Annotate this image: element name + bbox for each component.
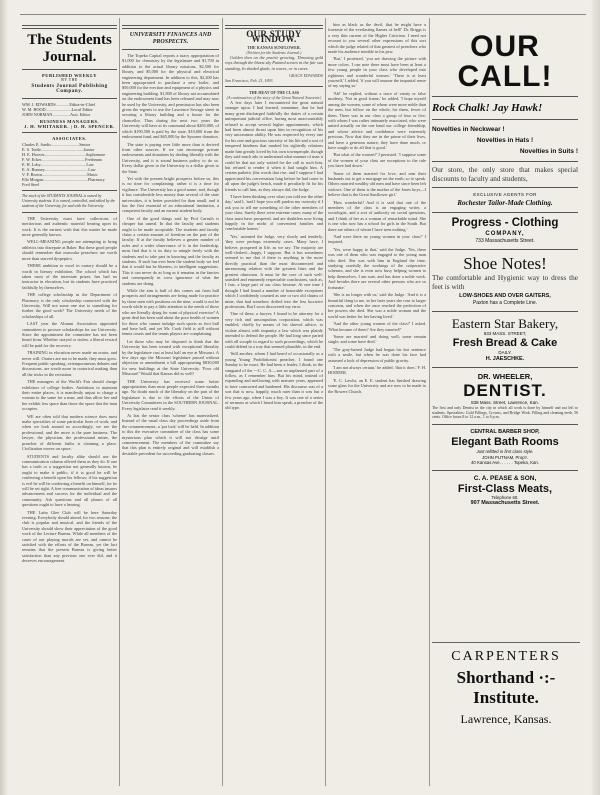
divider [432,161,578,162]
story-paragraph: 'I am not always certain,' he added, 'that it does.' F. H. HODDER. [328,364,426,376]
published-weekly: PUBLISHED WEEKLY [42,73,97,78]
divider [432,311,578,312]
column-rule [429,18,430,786]
column-editorial [22,22,117,782]
ad-bakery-daily: DAILY. [498,349,512,355]
story-paragraph: A few days later I encountered the great natural stranger upon. I had learned, meantime, that he had many great discharged faithfully the duties of a certain unimportant judicial office, having most unaccountably refused to accept several higher appointments, which had been almost thrust upon him in recognition of his very uncommon ability. He was respected by every one for his rare and gracious sincerity of his life and a sort of tempered kindness that marked his sightedly relations made him greatly loved by his own townspeople, though they said much ado to understand what manner of man it could be that not only waited for the call to such him, but refused to render it when it had sought him. A certain pathetic (the words that rise, and I suppose I had appreciated his conversation long before he had come to all upon the judge's bench, made it peculiarly fit for his friends to call him, as they always did, the Judge. [225,100,323,192]
story-paragraph: him as black as the devil, that he might have a foretaste of the everlasting flames of hell!' Dr. Briggs is a very thin current of the Higher Criticism. I need not recount to you several other expressions of this sort which the judge related of that greatest of preachers who made his audience tremble in his pew. [328,22,426,55]
ad-barber-sub: Just refitted in first class style. [476,449,534,455]
editorial-paragraph: LAST year the Alumni Association appointed committees to procure scholarships for our University. Since the appointment the committee has not been heard from. Whether strayed or stolen, a liberal reward will be paid for the recovery. [22,321,117,348]
story-paragraph: 'And were there no young women in your class?' I inquired. [328,234,426,245]
poem-credit: (Written for the Students Journal.) [246,49,302,55]
article-paragraph: At last the senior class 'scheme' has materialized. Instead of the usual class day proceedings aside from the commencement, a 'pot luck' will be held. In addition to this the executive committee of the class has some mysterious plan which it will not divulge until commencement. The members of the committee say that this plan is entirely original and will establish a desirable precedent for succeeding graduating classes. [122,413,219,456]
editorial-paragraph: THERE ambition to excel in oratory should be a worth in literary exhibition. The school which has taken most of the interstate prizes, has had no instructor in elocution, but its students have practiced faithfully by themselves. [22,263,117,290]
divider [432,187,578,188]
ad-shorthand: Shorthand ·:- Institute. [456,668,556,707]
ad-rock-chalk: Rock Chalk! Jay Hawk! [432,102,543,114]
story-paragraph: 'How wonderful! And it is said that one of the members of the class is an engaging writer, a sociologist, and a sort of authority on social questions, and I think of her as a woman of remarkable mind. She is one who now has a school for girls in the South. But there are others of whom I have seen nothing.' [328,199,426,232]
story-paragraph: 'But what of the women?' I persisted. 'I suppose some of the women of your class are exceptions to the rule you have laid down.' [328,152,426,169]
divider [432,470,578,471]
story-paragraph: 'And the other young women of the class?' I asked. 'What became of them? Are they married?' [328,321,426,332]
ad-shoe-boots: LOW-SHOES AND OVER GAITERS, [459,292,551,299]
ad-pease-title: C. A. PEASE & SON, [473,474,537,482]
ad-carpenters: CARPENTERS [451,649,561,664]
associate-line: Fred Steel [22,181,40,187]
staff-line: JOHN NORMAN.................Asst. Editor [22,111,91,117]
ad-dentist-name: DR. WHEELER, [477,371,533,381]
staff-line: WM. J. EDWARDS.............Editor-in-Chief [22,101,96,107]
ad-barber-rooms: Elegant Bath Rooms [451,436,559,449]
shorthand-institute-ad [432,642,580,726]
ad-bakery-product: Fresh Bread & Cake [452,336,558,349]
ownership-notice: The stock of the STUDENTS JOURNAL is owned by University students. It is owned, controlled, and edited by the students of the University, for and with the University. [22,193,116,208]
article-paragraph: The Topeka Capital reports a tuacy appropriation of $1,000 for chemistry by the legislature and $1,700 in addition to the actual library missions, $2,500 for library, and $5,000 for the physical and electrical engineering department. In addition to this, $2,200 has been appropriated to purchase a new boiler, and $50,000 for the erection and equipment of a physics and engineering building. $1,800 of library not accumulated on the endowment fund has been released and may now be used by the University, and permission has also been given the regents to use the Lawrence Sewage street in securing a library building and a house for the chancellor. Thus during the next two years the University will have at its command about $265,000, of which $190,500 is paid by the state, $10,000 from the endowment fund, and $65,000 by the Spooner donation. [122,53,219,140]
masthead-title: The Students Journal. [27,32,112,65]
ad-store-text: Our store, the only store that makes special discounts to faculty and students, [432,166,578,183]
ad-dentist-title: DENTIST. [463,380,547,400]
story-paragraph: 'E. C. Lawlis, an E. E. student has finished drawing some glass for the University and are now to be made to the Bowers Church. [328,377,426,394]
business-heading: BUSINESS MANAGERS. [39,118,100,124]
divider [432,212,578,213]
associate-line: E. A. Bonney..........................................Law [22,166,96,172]
column-rule [119,18,120,786]
ad-shoe-title: Shoe Notes! [463,254,547,274]
masthead-rule [22,25,117,29]
article-paragraph: The state is paying over little more than is derived from other sources. If we can encourage private endowments and donations by dealing liberally with the University, and it is sound business policy to do so. Every dollar given to the University is a dollar given to the State. [122,141,219,174]
divider [22,132,117,133]
ad-headline: OUR CALL! [457,30,553,93]
poem-title: THE KANSAS SUNFLOWER. [247,44,301,50]
publisher-name: Students Journal Publishing Company. [31,82,108,95]
staff-line: W. M. HOOD.........................Local Editor [22,106,93,112]
divider [432,249,578,250]
ad-progress-address: 733 Massachusetts Street. [475,238,535,245]
divider [22,212,117,213]
article-paragraph: One of the good things said by Prof Carruth is cheaper but unreal. In that the faculty and students ought to be made acceptable. The students and faculty claim a certain amount of freedom on the part of the faculty. If at the faculty believes a greater number of rules and a wider observance of it in the leadership, most find that it is its duty to mingle freely with the students and to take part in knowing and the faculty as students. If such has ever been the student body we feel that it would but be likeness, to intelligent suggestions. This it can never do as long as it remains in the fancies and consequently in cross ignorance of what the students are doing. [122,215,219,286]
poem-author: GRACE EDWARDS [289,73,323,79]
column-rule [325,18,326,786]
story-subtitle: (A continuation of the story of the Great Natural Souvenir.) [226,95,322,101]
editorial-paragraph: WE are often told that modern science does most make specialties of some particular lines of work; and when we look around us accordingly, we see the professional, and the more is the pure business. The lawyer, the physician, the professional miner, the preacher of different faiths is claiming a place. Civilization moves on space. [22,413,117,452]
ad-novelty: Novelties in Suits ! [519,148,578,155]
article-paragraph: THE University has received some better appropriations than most people expected three months ago. No doubt much of the liberality on the part of the legislature is due to the efforts of the Union of University Committees in the SOUTHERN JOURNAL. Every legislator read it weekly. [122,378,219,411]
ad-shoe-footer: Paxton has a Complete Line. [472,299,538,306]
story-paragraph: 'Some of them married for love, and sent their husbands out to get a mortgage on the earth, so to speak. Others married wealthy old men and have since been left widows. One of them is the mother of the Jones boys—I believe that is the Great Sunflower girl.' [328,170,426,198]
associates-heading: ASSOCIATES. [52,136,87,142]
scan-edge-left [0,0,8,795]
divider [225,86,323,87]
associate-line: Charles E. Sardis...........................Senior [22,141,91,147]
ad-rochester: Rochester Tailor-Made Clothing. [457,199,553,208]
column-advertisements [432,22,578,637]
column-story-continued [328,22,426,757]
editorial-paragraph: THE college scholarship in the Department of Pharmacy is the only scholarship connected with the University. Will not some one rise to something for further the good work? The University needs of the scholarships of all. [22,292,117,319]
divider [432,367,578,368]
story-title: THE HEAT OF THE CLASS [248,90,300,96]
column-finances [122,22,219,782]
associate-line: E. H. Loby............................................Law [22,161,94,167]
column-rule [222,18,223,786]
poem-text: Golden then on the prairie growing, Throwing gold rays through the bluest sky Painted scenes in the fair sun standing, In shaded glade, in waves, or in caves. [225,54,323,71]
divider [122,25,219,29]
ad-novelty: Novelties in Neckwear ! [432,126,505,133]
associate-line: Ella Morgan...........................................Pharmacy [22,176,105,182]
editorial-paragraph: THE Latin Glee Club will be here Saturday evening. Everybody should attend, for two reasons: the club is popular and musical, and the friends of the University should show their appreciation of the good work of the Lecture Bureau. While all members of the cases of our playing morals are set, and cannot be satisfied with the efforts of the Bureau, yet the fact remains that the present Bureau is giving better satisfaction than any previous one ever did, and it deserves encouragement. [22,509,117,564]
scan-edge-right [590,0,600,795]
divider [22,190,117,191]
story-paragraph: 'I have been thinking over what you told me the other day,' said I, 'and I hope you will pardon my curiosity if I ask you to tell me something of the other members of your class. Surely there were extreme cases; many of the class must have prospered, and are doubtless now living happily in the midst of convenient families and comfortable homes.' [225,193,323,232]
ad-bakery-address: 833 MASS. STREET, [483,330,527,336]
divider [432,424,578,425]
divider [432,96,578,97]
story-paragraph: 'Yes,' assented the Judge, very slowly and tenderly, 'they were perhaps extremely cases. Many have, I believe, prospered in life, as we say. The majority are well-clothed—happy, I suppose. But it has sometimes seemed to me that if there is anything in the more directly practical than the most disconnected and unreasoning relation with the greatest lines and the greatest obsession. It must be the core of such well-satisfied and eminently respectable conclusions, such as, I fear, a large part of our class became. At one time I thought I had found a number of honorable exceptions which I confidently counted as one or two old chums of mine, that had somehow drifted into the less lucrative professions. But I soon discovered my error. [225,233,323,310]
ad-bakery-title: Eastern Star Bakery, [451,315,559,331]
article-heading: UNIVERSITY FINANCES AND PROSPECTS. [129,32,212,45]
ad-progress-name: Progress - Clothing [451,217,559,230]
ad-barber-owner: JOHN PUTNAM, Prop'r. [482,454,528,460]
editorial-paragraph: THE managers of the World's Fair should charge exhibitors of college bodies. Ambitious to maintain their entire places, it is manifestly unjust to charge a woman to the same for a man, and thus allow her and her exhibit less space than those the space that the man occupies. [22,379,117,412]
story-paragraph: 'The gray-haired Judge had begun his last sentence with a smile, but when he was done his face had assumed a look of depression of public gravity. [328,346,426,363]
ad-progress-company: COMPANY, [485,231,525,238]
ad-barber-title: CENTRAL BARBER SHOP, [470,429,540,436]
ad-dentist-address: 838 Mass. Street, Lawrence, Kan. [471,399,539,405]
divider [22,98,117,99]
masthead-divider [22,69,117,70]
story-paragraph: 'Yes, were happy to that,' said the Judge. 'Yes, there was one of them who was engaged to the young man who died. She was with him in England the time, studying carefully the workings of the coöperative schemes, and she is even now busy helping women to help themselves, I am sure, and has done a noble work. And besides there are several other persons who are so fortunate.' [328,246,426,290]
associate-line: F. W. Ecker..........................................Freshman [22,156,102,162]
business-names: J. H. WHITAKER. | D. H. SPENCER. [24,124,115,130]
article-paragraph: Let those who may be disposed to think that the University has been treated with exceptional liberality by the legislature cast at least half an eye at Missouri. A few days ago the Missouri legislature passed without objection or amendment a bill appropriating $830,000 for new buildings at the State University. 'Poor old Missouri!' Would that Kansas did as well! [122,338,219,377]
editorial-paragraph: THE University must have collections of meritorious and authentic material bearing upon its work. It is the earnest wish that this matter be made more generally known. [22,215,117,238]
divider [432,119,578,120]
ad-novelty: Novelties in Hats ! [476,137,534,144]
story-paragraph: 'Some are married and doing well; some remain single; and some have died.' [328,333,426,345]
associate-line: E. S. Tuttle.........................................Junior [22,146,95,152]
editorial-paragraph: STUDENTS and faculty alike should use the communication column offered them as they do. If one has a truth or a suggestion not generally known, he ought to make it public; if it is good he will be conferring a benefit upon his fellows; if his suggestion is evil he will be conferring a benefit on himself, for he will be set right. A free communication of ideas insures advancement and success for the individual and the community. Ask questions and all phases of all questions ought to have a hearing. [22,453,117,508]
story-paragraph: 'One of these, a lawyer, I found to be attorney for a very rich and unscrupulous corporation, which was enabled, chiefly by means of his shrewd advice, to violate almost with impunity a law which was plainly intended to defend the people. He had long since parted with all scruple in regard to such proceedings, which he could defend in a way that seemed plausible, in the end. [225,311,323,349]
associate-line: V. F. Brown...........................................Music [22,171,98,177]
article-paragraph: Yet with the present bright prospects before us, this is no time for complaining; rather it is a time for vigilance. The University has a good name; and, though it has considerable less money than several of the state universities, it is better provided for than small, and it has the first essential of an educational institution, a competent faculty and an earnest student body. [122,175,219,214]
ad-pease-phone: Telephone 60. [491,494,519,500]
editorial-paragraph: TRAINING in elocution never made an orator, and never will. Orators are not to be made, they must grow. Frequent public speaking, extemporaneous debates and discussions, are worth more in oratorical making than all the tricks in the recitation. [22,350,117,377]
by-the: BY THE [61,78,78,83]
ad-barber-address: 40 Kansas Ave. . . . . . Topeka, Kan. [471,460,539,466]
top-rule [20,14,586,15]
ad-dentist-text: The first and only Dentist in the city in which all work is done by himself and not left to students. Specialties: Gold Fillings, Crowns, and Bridge Work. Filling and cleaning teeth, 50 cents. Office hours 8 to 12 a.m., 1 to 6 p.m. [432,405,578,420]
ad-pease-address: 907 Massachusetts Street. [470,500,540,507]
ad-location: Lawrence, Kansas. [460,712,552,726]
story-paragraph: 'But,' I protested, 'you are drawing the picture with more colors. I can note there must have been at least a few young people in your class who developed into righteous and wonderful women.' 'There is at least yourself,' I added, 'if you will assume the impartial sense of my saying so.' [328,56,426,89]
poem-dateline: San Francisco, Feb. 21, 1893. [225,78,274,84]
editorial-paragraph: WELL-MEANING people are attempting to bring athletics into disrepute at Baker. But these good people should remember that muscular preachers are worth more than starved dyspeptics. [22,239,117,261]
story-paragraph: 'She is no longer with us,' said the Judge. 'And it is a beautiful thing to me, in her later years she rose to larger concerns, and when she once reached the perfection of her powers she died. She was a noble woman and the world was better for her having lived.' [328,292,426,319]
story-paragraph: 'Ah!' he replied, without a trace of vanity or false modesty, 'Not in good frame,' he added, 'I hope myself among the women, some of whom were more noble than the men, but follow on the whole, for them, fewer of them. There was in our class a group of four or five, with whom I was rather intimately associated, who were united actually on the one hand our college friendship, and whose advice and confidence were extremely precious. Now that they are in the prime of their lives, and have a generous nature, they have done much, or have sought to do all that is good.' [328,90,426,150]
ad-bakery-owner: H. JAESCHKE. [485,355,525,362]
article-paragraph: While the aim is half of this comes out from ball prospects and arrangements are being made for practice by those men with positions on the nine, would is not be worth while to pay a little attention to the needs of those who are literally dying for want of physical exercise? A great deal has been said about the poor health of women for those who cannot indulge such sports as foot ball and base ball, and yet Mr. Cook field is still without tennis courts and the tennis players are complaining. [122,288,219,337]
ad-pease-meats: First-Class Meats, [457,482,553,495]
ad-shoe-text: The comfortable and Hygienic way to dress the feet is with [432,273,578,291]
ad-exclusive: EXCLUSIVE AGENTS FOR [473,192,537,198]
section-heading: OUR STUDY WINDOW. [246,29,302,45]
story-paragraph: 'Still another, whom I had heard of occasionally as a young Young Prohibitionist preacher, I found one Sunday to be exact. He had been a leader, I think, in the vanguard of the ---C. C. A.—not an unplanned part of a follow, as I remember him. But his mind, instead of expanding and mellowing with maturer years, appeared to have contracted and hardened. His discourse was of a sort that is now, happily, much rarer than it was but a few years ago, when I was a boy. It was one of a series of sermons at which I heard him speak, a preacher of the old type. [225,351,323,411]
divider [122,49,219,50]
associate-line: H. E. Hoover........................................Sophomore [22,151,106,157]
column-study-window [225,22,323,782]
